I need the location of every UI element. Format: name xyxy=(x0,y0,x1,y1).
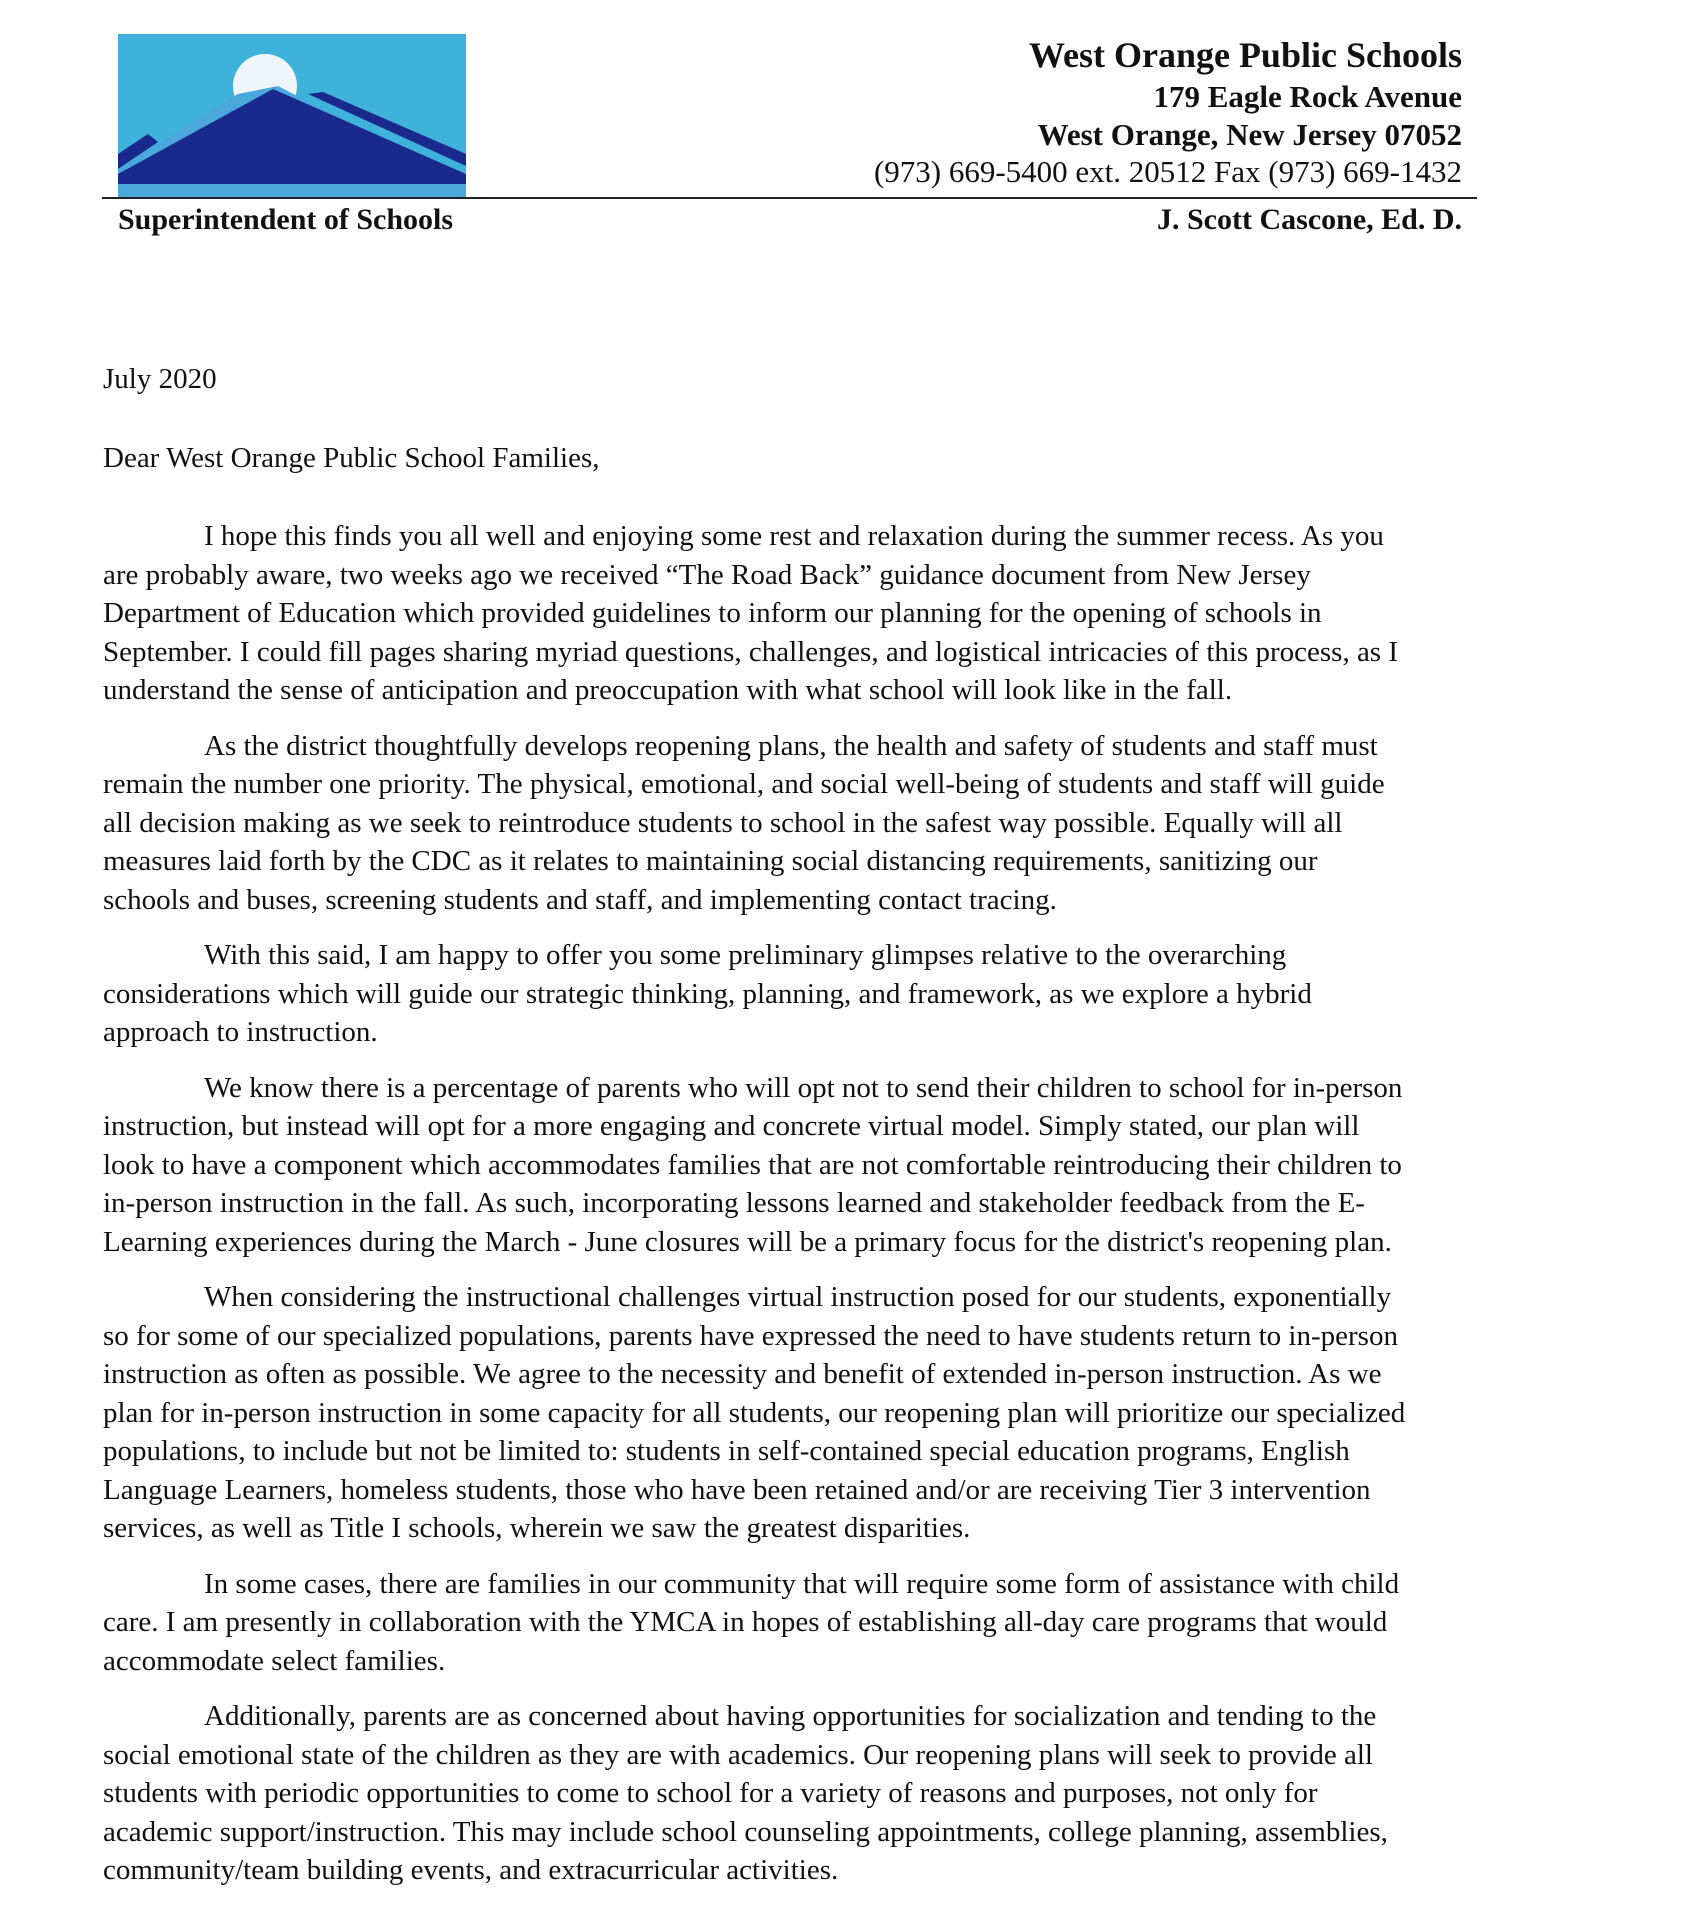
text-line: We know there is a percentage of parents who will opt not to send their children to school for in-person xyxy=(204,1071,1403,1104)
text-line: services, as well as Title I schools, wherein we saw the greatest disparities. xyxy=(103,1512,971,1544)
text-line: social emotional state of the children as they are with academics. Our reopening plans will seek to provide all xyxy=(103,1738,1373,1771)
superintendent-title: Superintendent of Schools xyxy=(118,203,454,236)
text-line: With this said, I am happy to offer you some preliminary glimpses relative to the overarching xyxy=(204,939,1287,971)
text-line: Additionally, parents are as concerned about having opportunities for socialization and tending to the xyxy=(204,1700,1377,1732)
org-name: West Orange Public Schools xyxy=(1028,35,1462,75)
text-line: community/team building events, and extracurricular activities. xyxy=(103,1854,839,1886)
text-line: considerations which will guide our strategic thinking, planning, and framework, as we explore a hybrid xyxy=(103,977,1312,1010)
text-line: instruction as often as possible. We agree to the necessity and benefit of extended in-person instruction. As we xyxy=(103,1358,1382,1390)
text-line: September. I could fill pages sharing myriad questions, challenges, and logistical intricacies of this process, as I xyxy=(103,635,1399,668)
text-line: remain the number one priority. The physical, emotional, and social well-being of students and staff will guide xyxy=(103,768,1385,800)
address-line-2: West Orange, New Jersey 07052 xyxy=(1037,117,1462,152)
text-line: care. I am presently in collaboration with the YMCA in hopes of establishing all-day care programs that would xyxy=(103,1606,1388,1638)
text-line: instruction, but instead will opt for a more engaging and concrete virtual model. Simply stated, our plan will xyxy=(103,1110,1360,1142)
salutation: Dear West Orange Public School Families, xyxy=(103,441,600,474)
text-line: When considering the instructional challenges virtual instruction posed for our students, exponentially xyxy=(204,1281,1392,1313)
text-line: all decision making as we seek to reintroduce students to school in the safest way possible. Equally will all xyxy=(103,806,1343,839)
text-line: I hope this finds you all well and enjoying some rest and relaxation during the summer recess. As you xyxy=(204,520,1384,552)
contact-line: (973) 669-5400 ext. 20512 Fax (973) 669-1432 xyxy=(873,154,1462,189)
text-line: In some cases, there are families in our community that will require some form of assistance with child xyxy=(204,1567,1400,1600)
text-line: As the district thoughtfully develops reopening plans, the health and safety of students and staff must xyxy=(204,729,1378,762)
letter-date: July 2020 xyxy=(103,363,217,395)
text-line: Language Learners, homeless students, those who have been retained and/or are receiving Tier 3 intervention xyxy=(103,1473,1371,1506)
text-line: Learning experiences during the March - June closures will be a primary focus for the district's reopening plan. xyxy=(103,1225,1392,1258)
text-line: populations, to include but not be limited to: students in self-contained special education programs, English xyxy=(103,1435,1350,1467)
text-line: academic support/instruction. This may include school counseling appointments, college planning, assemblies, xyxy=(103,1815,1388,1848)
paragraphs xyxy=(103,517,1663,1890)
text-line: understand the sense of anticipation and preoccupation with what school will look like in the fall. xyxy=(103,674,1233,706)
paragraph xyxy=(103,1069,1663,1262)
text-line: plan for in-person instruction in some capacity for all students, our reopening plan will prioritize our specialized xyxy=(103,1396,1406,1429)
letter-body xyxy=(103,360,1663,1907)
text-line: approach to instruction. xyxy=(103,1016,378,1048)
paragraph xyxy=(103,727,1663,920)
paragraph xyxy=(103,1565,1663,1681)
paragraph xyxy=(103,1697,1663,1890)
text-line: accommodate select families. xyxy=(103,1644,446,1677)
paragraph xyxy=(103,1278,1663,1548)
logo-ground xyxy=(118,184,466,198)
text-line: so for some of our specialized populations, parents have expressed the need to have students return to in-person xyxy=(103,1319,1398,1352)
text-line: look to have a component which accommodates families that are not comfortable reintroducing their children to xyxy=(103,1148,1402,1181)
header-rule xyxy=(102,197,1477,199)
paragraph xyxy=(103,517,1663,710)
paragraph xyxy=(103,936,1663,1052)
text-line: are probably aware, two weeks ago we received “The Road Back” guidance document from New Jersey xyxy=(103,558,1311,591)
superintendent-name: J. Scott Cascone, Ed. D. xyxy=(1157,203,1462,236)
text-line: in-person instruction in the fall. As such, incorporating lessons learned and stakeholder feedback from the E- xyxy=(103,1187,1365,1219)
district-logo xyxy=(118,34,466,198)
text-line: Department of Education which provided guidelines to inform our planning for the opening of schools in xyxy=(103,597,1322,629)
text-line: students with periodic opportunities to come to school for a variety of reasons and purposes, not only for xyxy=(103,1777,1318,1809)
text-line: measures laid forth by the CDC as it relates to maintaining social distancing requirements, sanitizing our xyxy=(103,845,1318,877)
text-line: schools and buses, screening students and staff, and implementing contact tracing. xyxy=(103,883,1057,916)
address-line-1: 179 Eagle Rock Avenue xyxy=(1153,79,1462,114)
